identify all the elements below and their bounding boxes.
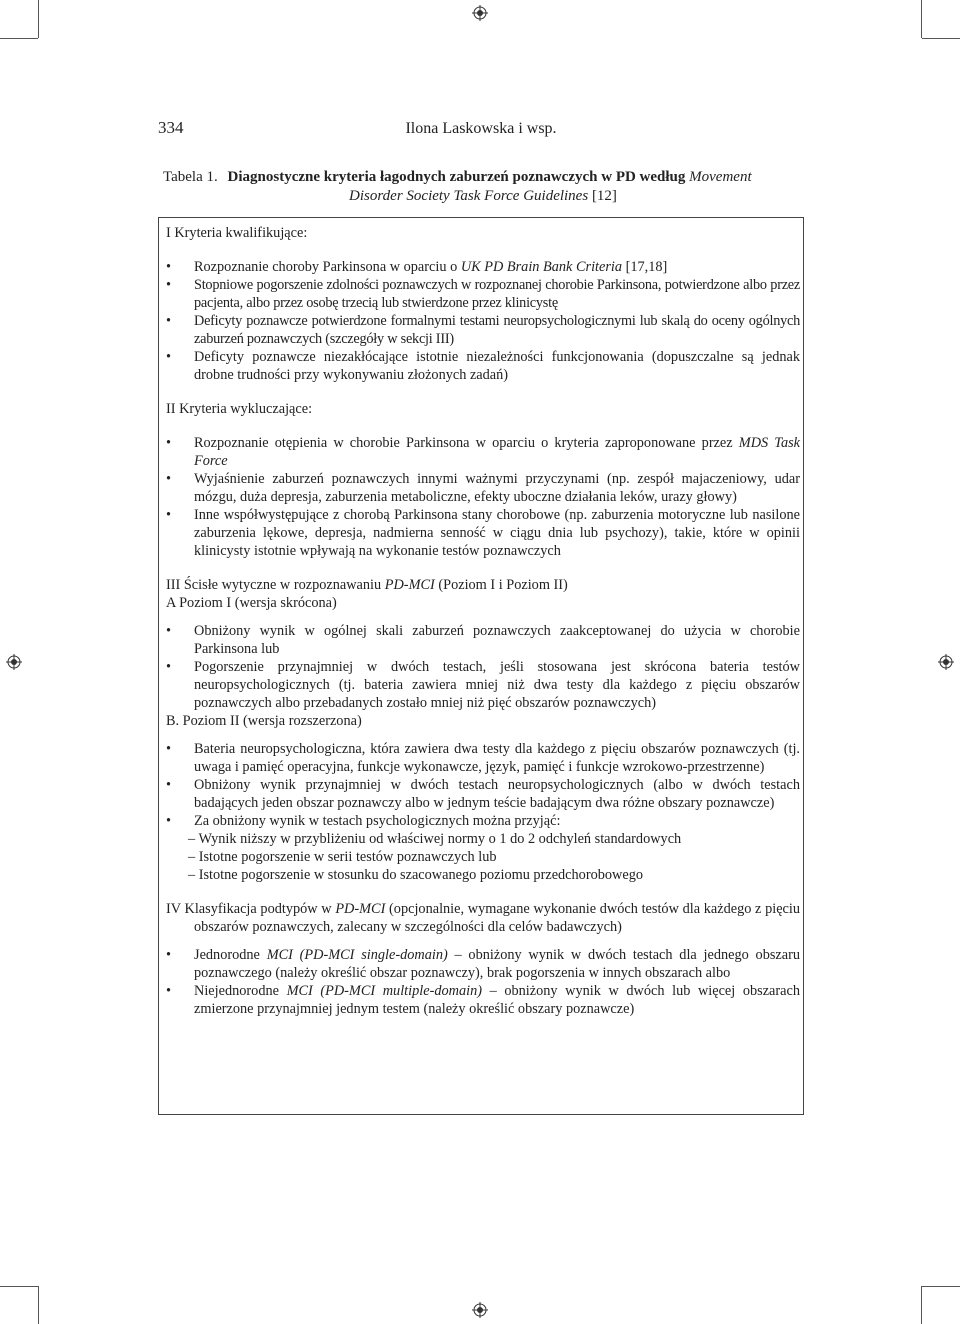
- item-text: Pogorszenie przynajmniej w dwóch testach, jeśli stosowana jest skrócona bateria testów neuropsychologicznych (tj. bateria zawiera mniej niż dwa testy dla każdego z pięciu obszarów poznawczych albo przebadanych zostało mniej niż pięć obszarów poznawczych): [194, 659, 800, 711]
- crop-mark: [921, 0, 922, 38]
- list-item: [166, 982, 800, 1018]
- list-item: [166, 622, 800, 658]
- criteria-list: [166, 946, 800, 1018]
- table-caption: [163, 168, 803, 206]
- item-italic: MCI (PD-MCI multiple-domain): [286, 983, 483, 999]
- bullet: •: [166, 777, 172, 793]
- running-head: Ilona Laskowska i wsp.: [405, 120, 557, 137]
- crop-mark: [0, 1286, 38, 1287]
- list-item: [166, 658, 800, 712]
- registration-mark-icon: [472, 1302, 488, 1318]
- list-item: [166, 312, 800, 348]
- caption-italic: Movement: [689, 169, 752, 185]
- item-text: Jednorodne: [194, 947, 260, 963]
- bullet: •: [166, 947, 172, 963]
- bullet: •: [166, 813, 172, 829]
- criteria-list: [166, 622, 800, 712]
- dash-item: – Istotne pogorszenie w serii testów poznawczych lub: [188, 849, 497, 865]
- heading-text: (opcjonalnie, wymagane wykonanie dwóch testów dla każdego z pięciu obszarów poznawczych, zalecany w szczególności dla celów badawczych): [194, 901, 801, 935]
- item-text: Deficyty poznawcze potwierdzone formalnymi testami neuropsychologicznymi lub skalą do oceny ogólnych zaburzeń poznawczych (szczegóły w sekcji III): [194, 313, 800, 347]
- bullet: •: [166, 277, 171, 293]
- list-item: [166, 470, 800, 506]
- item-italic: MCI (PD-MCI single-domain): [266, 947, 448, 963]
- bullet: •: [166, 659, 172, 675]
- list-item: [166, 776, 800, 812]
- item-text: Rozpoznanie otępienia w chorobie Parkinsona w oparciu o kryteria zaproponowane przez: [194, 435, 733, 451]
- table-label: Tabela 1.: [163, 169, 218, 185]
- caption-italic: Disorder Society Task Force Guidelines: [349, 188, 589, 204]
- item-text: Stopniowe pogorszenie zdolności poznawczych w rozpoznanej chorobie Parkinsona, potwierdzone albo przez pacjenta, albo przez osobę trzecią lub stwierdzone przez klinicystę: [194, 277, 800, 311]
- registration-mark-icon: [472, 5, 488, 21]
- criteria-list: [166, 434, 800, 560]
- crop-mark: [0, 38, 38, 39]
- bullet: •: [166, 313, 171, 329]
- heading-text: IV Klasyfikacja podtypów w: [166, 901, 332, 917]
- dash-item: – Wynik niższy w przybliżeniu od właściwej normy o 1 do 2 odchyleń standardowych: [188, 831, 682, 847]
- subsection-heading: B. Poziom II (wersja rozszerzona): [166, 713, 362, 729]
- heading-text: (Poziom I i Poziom II): [438, 577, 568, 593]
- item-text: – obniżony wynik w dwóch testach dla jednego obszaru poznawczego (należy określić obszar poznawczy), brak pogorszenia w innych obszarach albo: [194, 947, 801, 981]
- section-heading: II Kryteria wykluczające:: [166, 401, 313, 417]
- registration-mark-icon: [938, 654, 954, 670]
- table-content: [166, 224, 800, 1018]
- item-text: – obniżony wynik w dwóch lub więcej obszarach zmierzone przynajmniej jednym testem (należy określić obszary poznawcze): [194, 983, 800, 1017]
- crop-mark: [922, 38, 960, 39]
- list-item: [166, 258, 800, 276]
- item-text: Obniżony wynik w ogólnej skali zaburzeń poznawczych zaakceptowanej do użycia w chorobie Parkinsona lub: [194, 623, 800, 657]
- item-text: Obniżony wynik przynajmniej w dwóch testach neuropsychologicznych (albo w dwóch testach badających jeden obszar poznawczy albo w jednym teście badającym dwa różne obszary poznawcze): [194, 777, 800, 811]
- list-item: [166, 276, 800, 312]
- item-text: [17,18]: [625, 259, 668, 275]
- bullet: •: [166, 259, 172, 275]
- item-text: Rozpoznanie choroby Parkinsona w oparciu o: [194, 259, 458, 275]
- page-number: 334: [158, 118, 184, 137]
- crop-mark: [922, 1286, 960, 1287]
- bullet: •: [166, 435, 172, 451]
- criteria-list: [166, 258, 800, 384]
- bullet: •: [166, 507, 172, 523]
- bullet: •: [166, 983, 172, 999]
- bullet: •: [166, 349, 172, 365]
- crop-mark: [38, 1286, 39, 1324]
- crop-mark: [921, 1286, 922, 1324]
- item-text: Inne współwystępujące z chorobą Parkinsona stany chorobowe (np. zaburzenia motoryczne lub nasilone zaburzenia lękowe, depresja, nadmierna senność w ciągu dnia lub psychozy), takie, które w opinii klinicysty istotnie wpływają na wykonanie testów poznawczych: [194, 507, 800, 559]
- list-item: [166, 946, 800, 982]
- list-item: [166, 434, 800, 470]
- page-header: [158, 118, 804, 142]
- criteria-list: [166, 740, 800, 830]
- bullet: •: [166, 623, 172, 639]
- heading-text: III Ścisłe wytyczne w rozpoznawaniu: [166, 577, 382, 593]
- item-text: Za obniżony wynik w testach psychologicznych można przyjąć:: [194, 813, 561, 829]
- registration-mark-icon: [6, 654, 22, 670]
- list-item: [166, 812, 800, 830]
- item-text: Bateria neuropsychologiczna, która zawiera dwa testy dla każdego z pięciu obszarów poznawczych (tj. uwaga i pamięć operacyjna, funkcje wykonawcze, język, pamięć i funkcje wzrokowo-przestrzenne): [194, 741, 800, 775]
- heading-italic: PD-MCI: [384, 577, 435, 593]
- item-italic: UK PD Brain Bank Criteria: [460, 259, 623, 275]
- item-text: Deficyty poznawcze niezakłócające istotnie niezależności funkcjonowania (dopuszczalne są jednak drobne trudności przy wykonywaniu złożonych zadań): [194, 349, 800, 383]
- caption-line-2: [163, 187, 803, 206]
- list-item: [166, 348, 800, 384]
- heading-italic: PD-MCI: [335, 901, 386, 917]
- caption-title: Diagnostyczne kryteria łagodnych zaburzeń poznawczych w PD według: [227, 169, 686, 185]
- bullet: •: [166, 741, 172, 757]
- dash-item: – Istotne pogorszenie w stosunku do szacowanego poziomu przedchorobowego: [188, 867, 644, 883]
- item-text: Niejednorodne: [194, 983, 279, 999]
- subsection-heading: A Poziom I (wersja skrócona): [166, 595, 337, 611]
- section-heading: I Kryteria kwalifikujące:: [166, 225, 308, 241]
- bullet: •: [166, 471, 172, 487]
- section-heading: [166, 900, 800, 936]
- item-text: Wyjaśnienie zaburzeń poznawczych innymi ważnymi przyczynami (np. zespół majaczeniowy, udar mózgu, duża depresja, zaburzenia metaboliczne, efekty uboczne działania leków, urazy głowy): [194, 471, 800, 505]
- crop-mark: [38, 0, 39, 38]
- list-item: [166, 740, 800, 776]
- section-heading: [166, 576, 800, 594]
- caption-ref: [12]: [591, 188, 617, 204]
- list-item: [166, 506, 800, 560]
- item-italic: MDS Task Force: [194, 435, 801, 469]
